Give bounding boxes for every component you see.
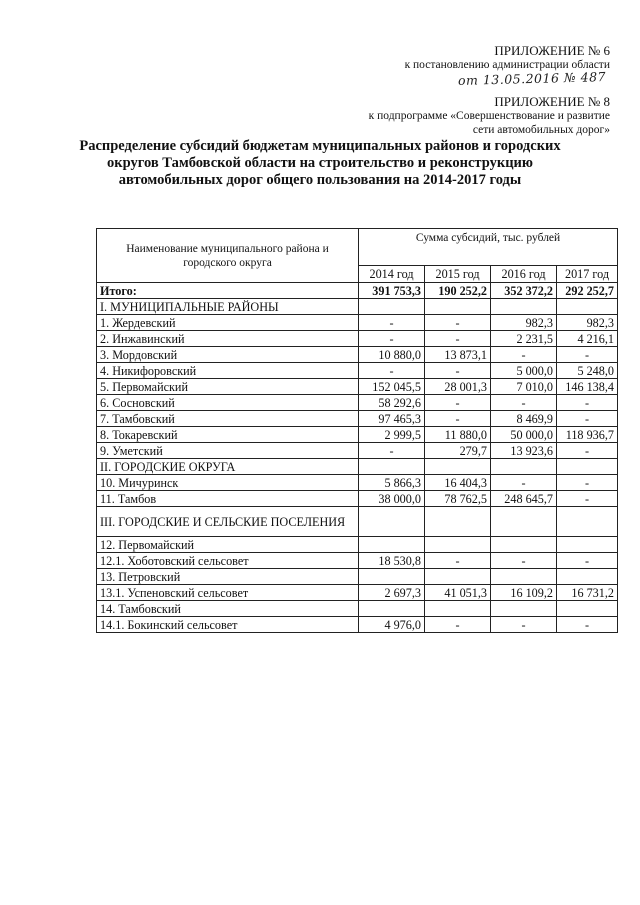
- value-cell: -: [557, 395, 618, 411]
- document-header: [280, 44, 610, 137]
- value-cell: 28 001,3: [425, 379, 491, 395]
- value-cell: -: [359, 363, 425, 379]
- table-row: [97, 411, 618, 427]
- value-cell: -: [425, 395, 491, 411]
- table-row: [97, 537, 618, 553]
- value-cell: -: [557, 411, 618, 427]
- value-cell: 8 469,9: [491, 411, 557, 427]
- value-cell: [491, 507, 557, 537]
- value-cell: [359, 569, 425, 585]
- total-row: [97, 283, 618, 299]
- table-row: [97, 507, 618, 537]
- value-cell: [425, 459, 491, 475]
- value-cell: [359, 459, 425, 475]
- value-cell: 391 753,3: [359, 283, 425, 299]
- row-name-cell: 8. Токаревский: [97, 427, 359, 443]
- table-row: [97, 299, 618, 315]
- row-name-cell: 12.1. Хоботовский сельсовет: [97, 553, 359, 569]
- value-cell: [491, 299, 557, 315]
- table-row: [97, 601, 618, 617]
- table-row: [97, 459, 618, 475]
- value-cell: 118 936,7: [557, 427, 618, 443]
- value-cell: -: [425, 331, 491, 347]
- row-name-cell: 9. Уметский: [97, 443, 359, 459]
- row-name-cell: 13. Петровский: [97, 569, 359, 585]
- year-header: 2015 год: [425, 266, 491, 283]
- value-cell: [557, 537, 618, 553]
- value-cell: 7 010,0: [491, 379, 557, 395]
- value-cell: 50 000,0: [491, 427, 557, 443]
- row-name-cell: 5. Первомайский: [97, 379, 359, 395]
- value-cell: -: [557, 617, 618, 633]
- value-cell: [557, 569, 618, 585]
- value-cell: [425, 507, 491, 537]
- value-cell: -: [359, 331, 425, 347]
- year-header: 2016 год: [491, 266, 557, 283]
- value-cell: [425, 299, 491, 315]
- table-row: [97, 427, 618, 443]
- value-cell: 11 880,0: [425, 427, 491, 443]
- value-cell: 97 465,3: [359, 411, 425, 427]
- table-row: [97, 379, 618, 395]
- value-cell: -: [425, 363, 491, 379]
- title-line-2: округов Тамбовской области на строительство и реконструкцию: [107, 155, 533, 171]
- appendix-8-label: ПРИЛОЖЕНИЕ № 8: [494, 94, 610, 109]
- value-cell: -: [359, 315, 425, 331]
- title-line-1: Распределение субсидий бюджетам муниципальных районов и городских: [79, 138, 561, 154]
- value-cell: 13 873,1: [425, 347, 491, 363]
- table-row: [97, 569, 618, 585]
- value-cell: 18 530,8: [359, 553, 425, 569]
- value-cell: [557, 459, 618, 475]
- row-name-cell: 14.1. Бокинский сельсовет: [97, 617, 359, 633]
- column-header-sum: Сумма субсидий, тыс. рублей: [359, 229, 618, 266]
- table-row: [97, 475, 618, 491]
- document-title: [70, 138, 570, 189]
- table-row: [97, 491, 618, 507]
- value-cell: 292 252,7: [557, 283, 618, 299]
- year-header: 2017 год: [557, 266, 618, 283]
- value-cell: -: [359, 443, 425, 459]
- row-name-cell: 2. Инжавинский: [97, 331, 359, 347]
- table-row: [97, 443, 618, 459]
- value-cell: 5 000,0: [491, 363, 557, 379]
- value-cell: 146 138,4: [557, 379, 618, 395]
- table-row: [97, 617, 618, 633]
- row-name-cell: 3. Мордовский: [97, 347, 359, 363]
- value-cell: -: [491, 475, 557, 491]
- value-cell: 152 045,5: [359, 379, 425, 395]
- value-cell: [491, 537, 557, 553]
- value-cell: 279,7: [425, 443, 491, 459]
- value-cell: 13 923,6: [491, 443, 557, 459]
- value-cell: -: [557, 475, 618, 491]
- value-cell: -: [557, 443, 618, 459]
- value-cell: -: [425, 553, 491, 569]
- row-name-cell: 1. Жердевский: [97, 315, 359, 331]
- value-cell: 16 109,2: [491, 585, 557, 601]
- value-cell: 2 231,5: [491, 331, 557, 347]
- value-cell: 38 000,0: [359, 491, 425, 507]
- value-cell: [359, 299, 425, 315]
- year-header: 2014 год: [359, 266, 425, 283]
- value-cell: [425, 601, 491, 617]
- table-body: [97, 283, 618, 633]
- row-name-cell: Итого:: [97, 283, 359, 299]
- value-cell: -: [425, 411, 491, 427]
- value-cell: [425, 537, 491, 553]
- row-name-cell: 13.1. Успеновский сельсовет: [97, 585, 359, 601]
- table-row: [97, 553, 618, 569]
- row-name-cell: 12. Первомайский: [97, 537, 359, 553]
- value-cell: 58 292,6: [359, 395, 425, 411]
- value-cell: 982,3: [491, 315, 557, 331]
- value-cell: 982,3: [557, 315, 618, 331]
- table-row: [97, 585, 618, 601]
- value-cell: [491, 569, 557, 585]
- appendix-6-reference: к постановлению администрации области: [404, 59, 610, 71]
- value-cell: -: [557, 553, 618, 569]
- value-cell: [425, 569, 491, 585]
- row-name-cell: 10. Мичуринск: [97, 475, 359, 491]
- value-cell: [359, 601, 425, 617]
- value-cell: -: [491, 395, 557, 411]
- value-cell: 41 051,3: [425, 585, 491, 601]
- row-name-cell: 4. Никифоровский: [97, 363, 359, 379]
- row-name-cell: 14. Тамбовский: [97, 601, 359, 617]
- value-cell: [491, 601, 557, 617]
- value-cell: -: [491, 347, 557, 363]
- value-cell: 190 252,2: [425, 283, 491, 299]
- value-cell: -: [491, 553, 557, 569]
- value-cell: 78 762,5: [425, 491, 491, 507]
- table-row: [97, 395, 618, 411]
- title-line-3: автомобильных дорог общего пользования на 2014-2017 годы: [118, 172, 522, 188]
- value-cell: 4 216,1: [557, 331, 618, 347]
- value-cell: [557, 507, 618, 537]
- value-cell: -: [557, 491, 618, 507]
- value-cell: 2 999,5: [359, 427, 425, 443]
- value-cell: 5 248,0: [557, 363, 618, 379]
- row-name-cell: 7. Тамбовский: [97, 411, 359, 427]
- row-name-cell: I. МУНИЦИПАЛЬНЫЕ РАЙОНЫ: [97, 299, 359, 315]
- value-cell: -: [491, 617, 557, 633]
- value-cell: 10 880,0: [359, 347, 425, 363]
- appendix-8-reference-line2: сети автомобильных дорог»: [472, 124, 610, 136]
- row-name-cell: 11. Тамбов: [97, 491, 359, 507]
- table-row: [97, 347, 618, 363]
- row-name-cell: 6. Сосновский: [97, 395, 359, 411]
- value-cell: 352 372,2: [491, 283, 557, 299]
- value-cell: 16 731,2: [557, 585, 618, 601]
- value-cell: 16 404,3: [425, 475, 491, 491]
- appendix-8-reference-line1: к подпрограмме «Совершенствование и развитие: [368, 110, 610, 122]
- value-cell: [359, 537, 425, 553]
- value-cell: -: [557, 347, 618, 363]
- value-cell: [491, 459, 557, 475]
- table-row: [97, 363, 618, 379]
- value-cell: 248 645,7: [491, 491, 557, 507]
- value-cell: [557, 299, 618, 315]
- value-cell: -: [425, 315, 491, 331]
- value-cell: 4 976,0: [359, 617, 425, 633]
- column-header-name: Наименование муниципального района и городского округа: [97, 229, 359, 283]
- subsidy-table: [96, 228, 618, 633]
- value-cell: [557, 601, 618, 617]
- value-cell: 2 697,3: [359, 585, 425, 601]
- row-name-cell: III. ГОРОДСКИЕ И СЕЛЬСКИЕ ПОСЕЛЕНИЯ: [97, 507, 359, 537]
- appendix-6-label: ПРИЛОЖЕНИЕ № 6: [494, 43, 610, 58]
- handwritten-date-number: от 13.05.2016 № 487: [457, 69, 607, 88]
- table-row: [97, 331, 618, 347]
- value-cell: -: [425, 617, 491, 633]
- value-cell: [359, 507, 425, 537]
- table-row: [97, 315, 618, 331]
- row-name-cell: II. ГОРОДСКИЕ ОКРУГА: [97, 459, 359, 475]
- value-cell: 5 866,3: [359, 475, 425, 491]
